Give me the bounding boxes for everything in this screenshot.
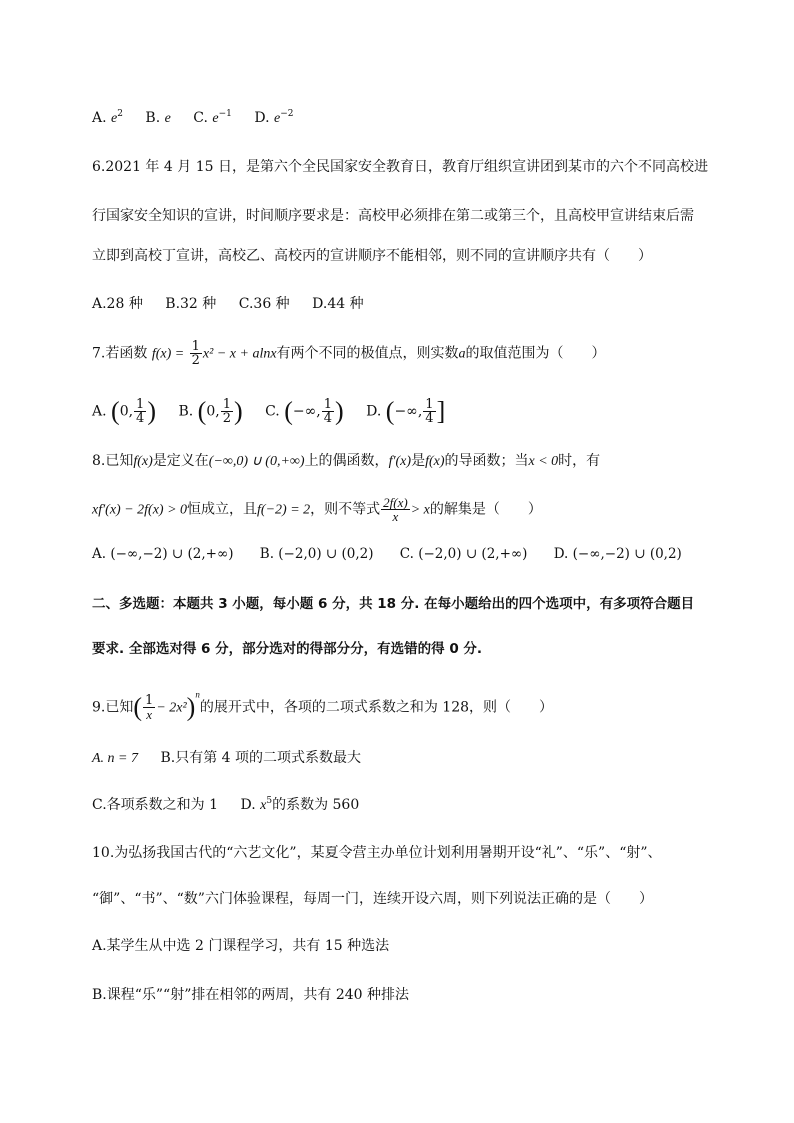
q7-option-b: B. (0, $\frac{1}{2}$ ): [178, 396, 243, 426]
q7-options: [92, 398, 463, 425]
q9-option-b: B.只有第 4 项的二项式系数最大: [160, 750, 361, 766]
q10-line-2: “御”、“书”、“数”六门体验课程，每周一门，连续开设六周，则下列说法正确的是（ ）: [92, 891, 653, 907]
q6-options: [92, 294, 382, 314]
q7-stem: 7.若函数 f(x) = $\frac{1}{2}$ x² − x + alnx有两个不同的极值点，则实数a的取值范围为（ ）: [92, 339, 606, 368]
q6-option-b: B.32 种: [165, 296, 217, 312]
q6-option-a: A.28 种: [92, 296, 143, 312]
q7-option-d: D. (−∞, $\frac{1}{4}$ ]: [366, 396, 446, 426]
q6-option-d: D.44 种: [312, 296, 364, 312]
q7-option-c: C. (−∞, $\frac{1}{4}$ ): [265, 396, 344, 426]
q5-option-c: C. $e^{-1}$: [193, 109, 232, 126]
q6-option-c: C.36 种: [238, 296, 290, 312]
q9-option-c: C.各项系数之和为 1: [92, 797, 219, 813]
q10-line-1: 10.为弘扬我国古代的“六艺文化”，某夏令营主办单位计划利用暑期开设“礼”、“乐”、“射”、: [92, 845, 662, 861]
q5-option-b: B. e: [145, 110, 171, 126]
q8-fraction: $\frac{2f(x)}{x}$: [383, 495, 408, 524]
q10-option-a: A.某学生从中选 2 门课程学习，共有 15 种选法: [92, 938, 390, 954]
q6-line-2: 行国家安全知识的宣讲，时间顺序要求是：高校甲必须排在第二或第三个，且高校甲宣讲结束后需: [92, 208, 694, 224]
section-2-heading-line-2: 要求. 全部选对得 6 分，部分选对的得部分分，有选错的得 0 分.: [92, 641, 483, 657]
q10-option-b: B.课程“乐”“射”排在相邻的两周，共有 240 种排法: [92, 987, 409, 1003]
q9-options-row-2: [92, 795, 377, 816]
section-2-heading-line-1: 二、多选题：本题共 3 小题，每小题 6 分，共 18 分. 在每小题给出的四个选项中，有多项符合题目: [92, 596, 695, 612]
q7-fraction: $\frac{1}{2}$: [191, 339, 200, 368]
q5-options: [92, 108, 312, 129]
q5-option-d: D. $e^{-2}$: [254, 109, 294, 126]
q8-line-2: xf′(x) − 2f(x) > 0恒成立，且f(−2) = 2，则不等式 $\frac{2f(x)}{x}$ > x的解集是（ ）: [92, 495, 542, 524]
q9-options-row-1: [92, 748, 379, 769]
q8-option-a: A. (−∞,−2) ∪ (2,+∞): [92, 546, 234, 562]
q8-option-b: B. (−2,0) ∪ (0,2): [259, 546, 374, 562]
q8-option-d: D. (−∞,−2) ∪ (0,2): [553, 546, 682, 562]
q7-option-a: A. (0, $\frac{1}{4}$ ): [92, 396, 156, 426]
q8-option-c: C. (−2,0) ∪ (2,+∞): [399, 546, 528, 562]
q8-options: [92, 544, 682, 564]
q6-line-3: 立即到高校丁宣讲，高校乙、高校丙的宣讲顺序不能相邻，则不同的宣讲顺序共有（ ）: [92, 248, 652, 264]
q9-stem: 9.已知( $\frac{1}{x}$ − 2x²)$^n$的展开式中，各项的二项式系数之和为 128，则（ ）: [92, 689, 554, 722]
q5-option-a: A. $e^2$: [92, 109, 123, 126]
q6-line-1: 6.2021 年 4 月 15 日，是第六个全民国家安全教育日，教育厅组织宣讲团到某市的六个不同高校进: [92, 159, 708, 175]
q9-option-d: D. $x^5$的系数为 560: [240, 796, 360, 813]
q9-option-a: A. n = 7: [92, 751, 138, 766]
q8-line-1: 8.已知f(x)是定义在(−∞,0) ∪ (0,+∞)上的偶函数，f′(x)是f(x)的导函数；当x < 0时，有: [92, 453, 601, 469]
